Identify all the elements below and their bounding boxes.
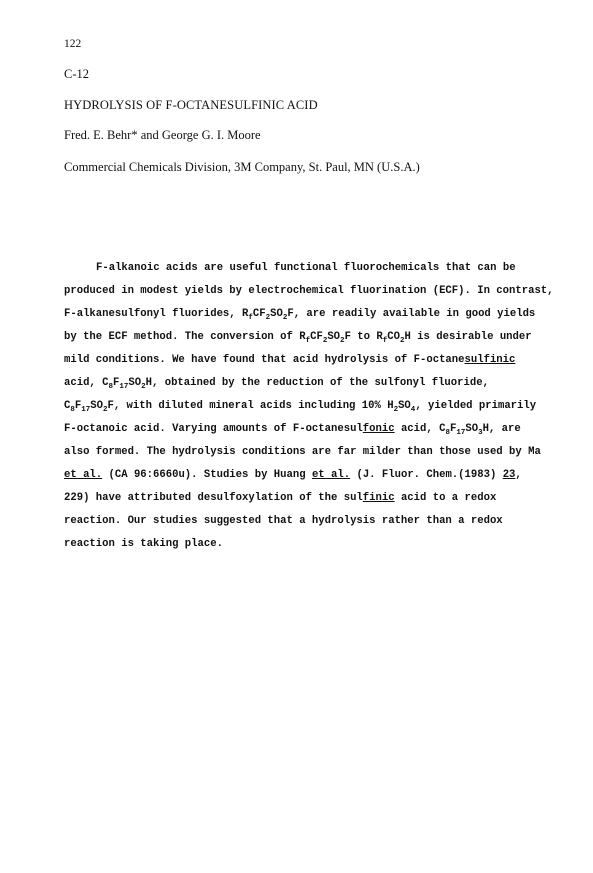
abstract-line: 229) have attributed desulfoxylation of the sulfinic acid to a redox [64,492,497,504]
abstract-line: reaction is taking place. [64,538,223,550]
abstract-line: by the ECF method. The conversion of $R_fCF_2SO_2F$ to $R_fCO_2H$ is desirable under [64,331,532,345]
abstract-line: F-octanoic acid. Varying amounts of F-octanesulfonic acid, $C_8F_{17}SO_3H$, are [64,423,521,437]
abstract-line: acid, $C_8F_{17}SO_2H$, obtained by the reduction of the sulfonyl fluoride, [64,377,489,391]
abstract-line: et al. (CA 96:6660u). Studies by Huang et al. (J. Fluor. Chem.(1983) 23, [64,469,522,481]
abstract-line: F-alkanoic acids are useful functional fluorochemicals that can be [96,262,516,274]
abstract-line: mild conditions. We have found that acid hydrolysis of F-octanesulfinic [64,354,516,366]
authors: Fred. E. Behr* and George G. I. Moore [64,128,261,142]
abstract-line: produced in modest yields by electrochemical fluorination (ECF). In contrast, [64,285,554,297]
abstract-line: reaction. Our studies suggested that a hydrolysis rather than a redox [64,515,503,527]
abstract-line: F-alkanesulfonyl fluorides, $R_fCF_2SO_2F$, are readily available in good yields [64,308,536,322]
affiliation: Commercial Chemicals Division, 3M Company, St. Paul, MN (U.S.A.) [64,160,420,174]
abstract-line: also formed. The hydrolysis conditions are far milder than those used by Ma [64,446,541,458]
paper-title: HYDROLYSIS OF F-OCTANESULFINIC ACID [64,98,318,112]
abstract-line: $C_8F_{17}SO_2F$, with diluted mineral acids including 10% $H_2SO_4$, yielded primarily [64,400,537,414]
paper-code: C-12 [64,67,89,81]
page-number: 122 [64,38,82,50]
